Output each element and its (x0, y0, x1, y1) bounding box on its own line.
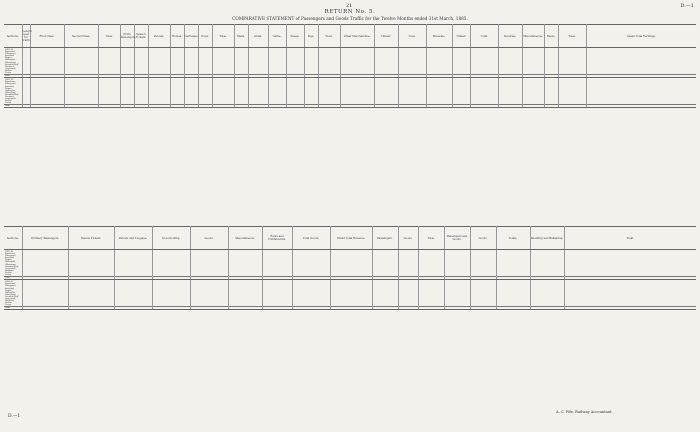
total-cell (496, 307, 530, 310)
total-cell (286, 105, 304, 108)
column-header: Rents. (544, 25, 558, 48)
header-row (4, 25, 696, 48)
header-row (4, 227, 696, 250)
lower-revenue-table (4, 226, 696, 310)
section-name: Picton (4, 304, 22, 307)
column-header: Pigs. (304, 25, 318, 48)
section-name: Picton (4, 102, 22, 105)
column-header: Dogs. (198, 25, 212, 48)
section-name: Westport (4, 66, 22, 68)
column-header: Minerals. (426, 25, 452, 48)
section-name: Whangarei (4, 83, 22, 85)
section-name: Wellington (4, 261, 22, 263)
column-header: Total Goods. (292, 227, 330, 250)
total-cell (304, 105, 318, 108)
column-header: Total. (564, 227, 696, 250)
total-cell (268, 105, 286, 108)
section-name: Auckland (4, 288, 22, 290)
column-header: Goods. (470, 227, 496, 250)
section-name: Auckland (4, 86, 22, 88)
total-cell (114, 307, 152, 310)
column-header: Coal. (398, 25, 426, 48)
total-cell (374, 105, 398, 108)
column-header: Passengers. (372, 227, 398, 250)
total-cell (22, 105, 30, 108)
total-cell (452, 105, 470, 108)
total-cell (170, 105, 184, 108)
section-name: Napier (4, 259, 22, 261)
section-name: Napier (4, 290, 22, 292)
column-header: Cattle. (268, 25, 286, 48)
column-header: Total (470, 25, 498, 48)
accountant-signature: A. C. Fife, Railway Accountant. (556, 410, 613, 414)
total-cell (398, 307, 418, 310)
section-name: Westport (4, 300, 22, 302)
upper-traffic-table (4, 24, 696, 108)
return-title: RETURN No. 5. (324, 9, 376, 15)
section-name: Napier (4, 88, 22, 90)
column-header: Wool. (318, 25, 340, 48)
total-cell (418, 307, 444, 310)
column-header: Passengers and Goods. (444, 227, 470, 250)
total-row (4, 307, 696, 310)
total-cell (248, 105, 268, 108)
total-cell (318, 105, 340, 108)
total-cell (184, 105, 198, 108)
section-name: Auckland (4, 55, 22, 57)
section-name: Wellington (4, 292, 22, 294)
total-cell (530, 307, 564, 310)
year-label: 1883–84. (4, 250, 22, 254)
section-name: Westport (4, 270, 22, 272)
section-name: Westport (4, 96, 22, 98)
section-name: Greymouth (4, 98, 22, 100)
year-label: 1884–85. (4, 280, 22, 284)
total-cell (470, 105, 498, 108)
column-header: Grain. (248, 25, 268, 48)
total-cell (522, 105, 544, 108)
section-name: Picton (4, 274, 22, 277)
total-cell (212, 105, 234, 108)
column-header: Timber. (374, 25, 398, 48)
column-header: Parcels. (148, 25, 170, 48)
column-header: Miscellaneous. (228, 227, 262, 250)
column-header: Total. (98, 25, 120, 48)
total-cell (544, 105, 558, 108)
total-cell (262, 307, 292, 310)
total-cell (22, 307, 68, 310)
column-header: First Class. (30, 25, 64, 48)
total-cell (426, 105, 452, 108)
column-header: Season Tickets. (68, 227, 114, 250)
column-header: Live-stocking. (152, 227, 190, 250)
section-name: Whanganui (4, 264, 22, 266)
section-name: Hurunui-Bluff (4, 64, 22, 66)
section-name: Nelson (4, 302, 22, 304)
year-label: 1884–85. (4, 78, 22, 82)
section-name: Greymouth (4, 268, 22, 270)
column-header: Horses. (170, 25, 184, 48)
column-header: Goods. (398, 227, 418, 250)
section-name: Hurunui-Bluff (4, 94, 22, 96)
year-label: 1883–84. (4, 48, 22, 52)
total-cell (190, 307, 228, 310)
section-name: Greymouth (4, 68, 22, 70)
total-cell (98, 105, 120, 108)
section-name: Wellington (4, 59, 22, 61)
total-cell (292, 307, 330, 310)
total-label: Total (4, 277, 22, 280)
total-cell (198, 105, 212, 108)
page-ref-left: D.—1 (8, 414, 21, 419)
column-header: Carriages. (184, 25, 198, 48)
section-name: Wellington (4, 90, 22, 92)
statement-subtitle: COMPARATIVE STATEMENT of Passengers and Goods Traffic for the Twelve Months ended 31st March, 1885. (232, 16, 468, 21)
column-header: Extra Passengers. (120, 25, 134, 48)
section-name: Napier (4, 57, 22, 59)
column-header: Sheep. (286, 25, 304, 48)
column-header: Other Merchandise. (340, 25, 374, 48)
section-name: Kawakawa (4, 51, 22, 53)
total-cell (134, 105, 148, 108)
column-header: Parcels and Luggage. (114, 227, 152, 250)
column-header: Grand Total Revenue. (330, 227, 372, 250)
column-header: Shunting and Ballasting. (530, 227, 564, 250)
total-cell (64, 105, 98, 108)
column-header: Mails. (234, 25, 248, 48)
section-name: Nelson (4, 272, 22, 274)
section-name: Greymouth (4, 298, 22, 300)
column-header: Second Class. (64, 25, 98, 48)
total-cell (586, 105, 696, 108)
section-name: Whanganui (4, 92, 22, 94)
total-label: Total (4, 307, 22, 310)
total-cell (372, 307, 398, 310)
section-name: Auckland (4, 257, 22, 259)
column-header: Sections. (4, 25, 22, 48)
total-cell (120, 105, 134, 108)
column-header: Goods. (190, 227, 228, 250)
column-header: Rents and Commissions. (262, 227, 292, 250)
total-cell (68, 307, 114, 310)
section-name: Nelson (4, 70, 22, 72)
total-cell (498, 105, 522, 108)
page-number: 21 (346, 3, 353, 9)
total-label: Total (4, 75, 22, 78)
section-name: Hurunui-Bluff (4, 266, 22, 268)
total-cell (30, 105, 64, 108)
column-header: Totals. (496, 227, 530, 250)
total-cell (398, 105, 426, 108)
column-header: Sundries. (498, 25, 522, 48)
section-name: Whanganui (4, 62, 22, 64)
column-header: Total. (558, 25, 586, 48)
total-cell (330, 307, 372, 310)
column-header: Miscellaneous. (522, 25, 544, 48)
total-cell (564, 307, 696, 310)
total-cell (470, 307, 496, 310)
section-name: Hurunui-Bluff (4, 296, 22, 298)
column-header: Timber (452, 25, 470, 48)
total-cell (152, 307, 190, 310)
total-row (4, 105, 696, 108)
section-name: Picton (4, 72, 22, 75)
total-cell (558, 105, 586, 108)
section-name: Kawakawa (4, 81, 22, 83)
total-cell (444, 307, 470, 310)
total-cell (340, 105, 374, 108)
page-ref-right: D.—1 (680, 3, 694, 9)
section-name: Whangarei (4, 285, 22, 287)
total-cell (234, 105, 248, 108)
column-header: Season Tickets. (134, 25, 148, 48)
section-name: Kawakawa (4, 283, 22, 285)
column-header: Ordinary Passengers. (22, 227, 68, 250)
section-name: Whangarei (4, 255, 22, 257)
column-header: Sections. (4, 227, 22, 250)
total-cell (228, 307, 262, 310)
section-name: Nelson (4, 100, 22, 102)
section-name: Kawakawa (4, 253, 22, 255)
total-cell (148, 105, 170, 108)
column-header: Length open for traffic. (22, 25, 30, 48)
section-name: Whanganui (4, 294, 22, 296)
section-name: Whangarei (4, 53, 22, 55)
column-header: Total. (418, 227, 444, 250)
total-label: Total (4, 105, 22, 108)
column-header: Grand Total Earnings. (586, 25, 696, 48)
column-header: Total. (212, 25, 234, 48)
